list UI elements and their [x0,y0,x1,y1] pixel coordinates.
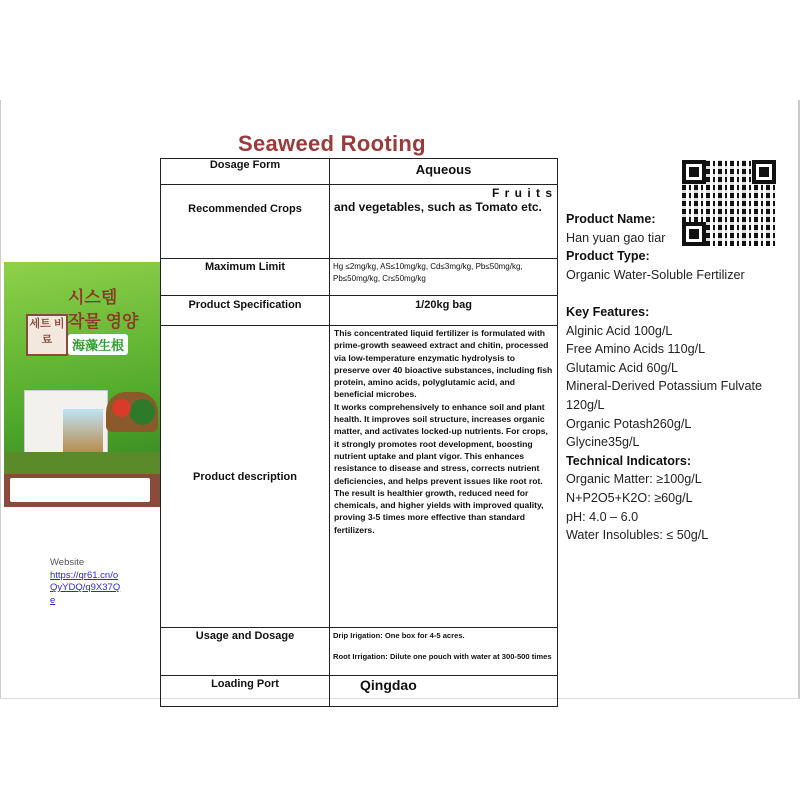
maximum-limit-value: Hg ≤2mg/kg, AS≤10mg/kg, Cd≤3mg/kg, Pb≤50mg/kg, Pb≤50mg/kg, Cr≤50mg/kg [330,259,558,296]
key-features-label: Key Features: [566,304,650,319]
table-row [161,259,558,296]
technical-indicator: pH: 4.0 – 6.0 [566,509,639,524]
technical-indicator: Organic Matter: ≥100g/L [566,472,702,487]
product-type-label: Product Type: [566,249,650,264]
usage-dosage-value [330,628,558,676]
table-row [161,159,558,185]
key-feature: Organic Potash260g/L [566,416,692,431]
poster-headline-1: 시스템 [68,288,118,307]
product-poster-image [4,262,160,507]
poster-headline [68,286,138,334]
table-row [161,296,558,326]
table-row [161,326,558,628]
key-feature: Alginic Acid 100g/L [566,323,673,338]
dosage-form-value: Aqueous [330,159,558,185]
website-link[interactable]: https://qr61.cn/oQyYDQ/q9X37Qe [50,569,121,606]
vegetable-basket-illustration [106,392,158,432]
product-name-label: Product Name: [566,212,656,226]
key-feature: Free Amino Acids 110g/L [566,342,706,357]
page-title: Seaweed Rooting [238,131,426,156]
poster-headline-2: 작물 영양 [68,312,139,331]
product-box-illustration [24,390,108,460]
product-type: Organic Water-Soluble Fertilizer [566,267,745,282]
website-block [50,557,122,607]
description-paragraph: This concentrated liquid fertilizer is formulated with prime-growth seaweed extract and chitin, processed via low-temperature enzymatic hydrolysis to preserve over 40 bioactive substances, including fish protein, amino acids, polyglutamic acid, and beneficial microbes. [334,328,553,400]
poster-logo: 세트 비료 [26,314,68,356]
technical-indicators-label: Technical Indicators: [566,453,692,468]
key-feature: Mineral-Derived Potassium Fulvate 120g/L [566,379,762,412]
technical-indicator: Water Insolubles: ≤ 50g/L [566,528,709,543]
key-feature: Glutamic Acid 60g/L [566,360,679,375]
spec-table [160,158,558,707]
usage-line: Root Irrigation: Dilute one pouch with water at 300-500 times [333,652,552,661]
poster-chinese-title: 海藻生根 [68,334,128,355]
loading-port-label: Loading Port [161,676,330,707]
product-description-value [330,326,558,628]
table-row [161,185,558,259]
product-name: Han yuan gao tiar [566,230,666,245]
table-row [161,676,558,707]
technical-indicator: N+P2O5+K2O: ≥60g/L [566,490,693,505]
description-paragraph: It works comprehensively to enhance soil and plant health. It improves soil structure, increases organic matter, and activates locked-up nutrients. For crops, it strongly promotes root development, boosting nutrient uptake and plant vigor. This enhances resistance to disease and stress, corrects nutrient deficiencies, and helps prevent issues like root rot. The result is healthier growth, reduced need for chemicals, and higher yields with improved quality, proving 3-5 times more effective than standard fertilizers. [334,401,548,535]
product-spec-value: 1/20kg bag [330,296,558,326]
crops-line1: F r u i t s [491,186,553,200]
usage-line: Drip Irigation: One box for 4-5 acres. [333,631,465,640]
dosage-form-label: Dosage Form [161,159,330,185]
product-spec-label: Product Specification [161,296,330,326]
table-row [161,628,558,676]
crops-line2: and vegetables, such as Tomato etc. [334,200,542,214]
product-info [566,210,791,545]
key-feature: Glycine35g/L [566,435,640,450]
maximum-limit-label: Maximum Limit [161,259,330,296]
poster-footer [4,474,160,507]
product-description-label: Product description [161,326,330,628]
website-label: Website [50,557,85,568]
usage-dosage-label: Usage and Dosage [161,628,330,676]
recommended-crops-label: Recommended Crops [161,185,330,259]
loading-port-value: Qingdao [330,676,558,707]
recommended-crops-value [330,185,558,259]
